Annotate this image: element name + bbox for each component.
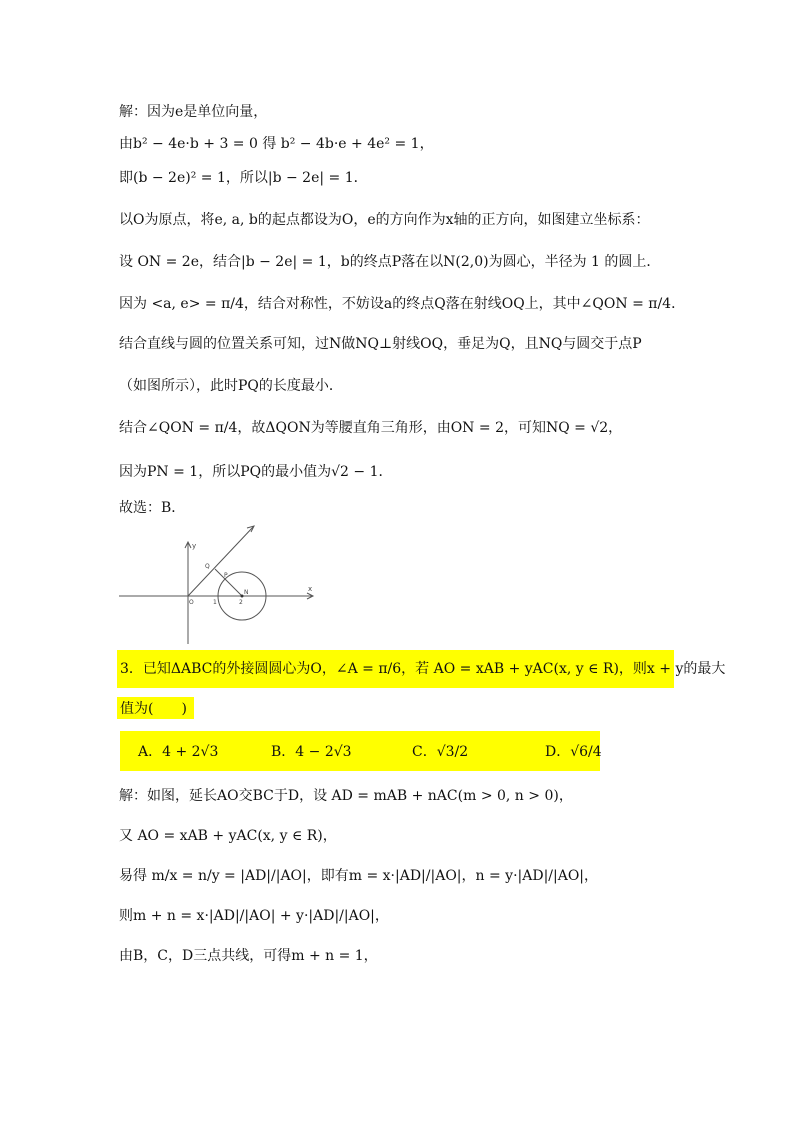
label-x: x [308, 585, 313, 593]
solution-line-4: 以O为原点，将e, a, b的起点都设为O，e的方向作为x轴的正方向，如图建立坐标系： [119, 212, 650, 228]
label-one: 1 [213, 599, 217, 606]
solution3-line-1: 解：如图，延长AO交BC于D，设 AD = mAB + nAC(m > 0, n > 0)， [119, 788, 573, 804]
solution3-line-4: 则m + n = x·|AD|/|AO| + y·|AD|/|AO|， [119, 908, 389, 924]
solution-line-6: 因为 <a, e> = π/4，结合对称性，不妨设a的终点Q落在射线OQ上，其中∠QON = π/4． [119, 296, 686, 312]
solution3-line-2: 又 AO = xAB + yAC(x, y ∈ R)， [119, 828, 337, 844]
option-a[interactable]: A．4 + 2√3 [138, 744, 219, 760]
question-3-text: 3．已知ΔABC的外接圆圆心为O，∠A = π/6，若 AO = xAB + yAC(x, y ∈ R)，则x + y的最大 [120, 661, 726, 677]
solution-answer: 故选：B． [119, 500, 186, 516]
solution-line-5: 设 ON = 2e，结合|b − 2e| = 1，b的终点P落在以N(2,0)为圆心，半径为 1 的圆上． [119, 254, 661, 270]
solution-line-8: （如图所示），此时PQ的长度最小． [119, 378, 343, 394]
label-o: O [189, 599, 194, 606]
option-d[interactable]: D．√6/4 [545, 744, 602, 760]
label-n: N [244, 589, 249, 596]
option-b[interactable]: B．4 − 2√3 [271, 744, 352, 760]
solution3-line-3: 易得 m/x = n/y = |AD|/|AO|，即有m = x·|AD|/|AO|，n = y·|AD|/|AO|， [119, 868, 599, 884]
solution-line-2: 由b² − 4e·b + 3 = 0 得 b² − 4b·e + 4e² = 1， [119, 136, 434, 152]
coordinate-figure [117, 520, 322, 648]
option-c[interactable]: C．√3/2 [412, 744, 469, 760]
solution-line-7: 结合直线与圆的位置关系可知，过N做NQ⊥射线OQ，垂足为Q，且NQ与圆交于点P [119, 336, 642, 352]
label-p: P [224, 572, 228, 579]
label-y: y [192, 542, 197, 550]
label-q: Q [205, 563, 210, 570]
solution-line-10: 因为PN = 1，所以PQ的最小值为√2 − 1． [119, 464, 393, 480]
ray-oq [188, 526, 254, 596]
question-3-text-cont: 值为( ) [120, 701, 187, 717]
segment-nq [215, 569, 242, 596]
solution-line-3: 即(b − 2e)² = 1，所以|b − 2e| = 1． [119, 170, 368, 186]
solution-line-9: 结合∠QON = π/4，故ΔQON为等腰直角三角形，由ON = 2，可知NQ = √2， [119, 420, 623, 436]
solution-line-1: 解：因为e是单位向量， [119, 104, 268, 120]
label-two: 2 [239, 599, 243, 606]
solution3-line-5: 由B，C，D三点共线，可得m + n = 1， [119, 948, 378, 964]
